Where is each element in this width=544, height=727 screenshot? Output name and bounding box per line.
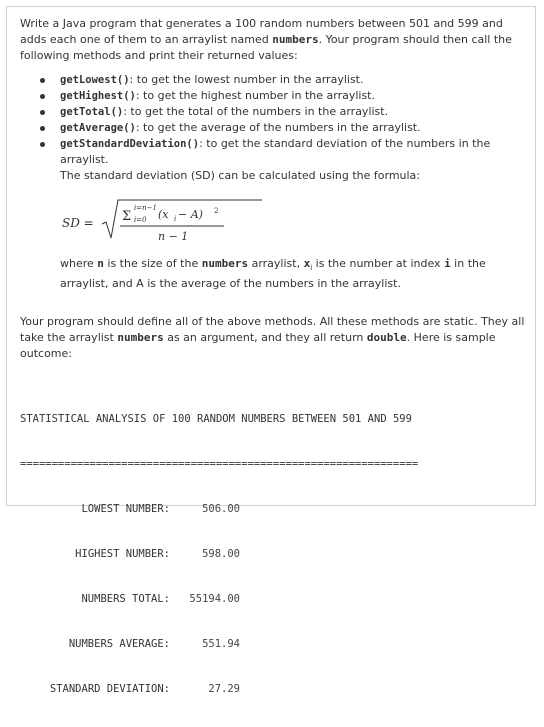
para2-text: as an argument, and they all return xyxy=(163,331,367,345)
stat-value: 551.94 xyxy=(202,638,240,651)
para2-list: numbers xyxy=(117,331,164,345)
where-i: i xyxy=(444,257,451,270)
table-row xyxy=(20,592,528,607)
where-paragraph xyxy=(60,256,528,292)
formula-graphic xyxy=(62,198,322,250)
method-desc: : to get the total of the numbers in the arraylist. xyxy=(123,105,389,118)
where-n: n xyxy=(97,257,104,270)
term-rest: − A) xyxy=(178,208,203,221)
stat-label: LOWEST NUMBER: xyxy=(81,503,170,516)
para2-text: . Here is sample outcome: xyxy=(20,331,496,361)
document-content xyxy=(20,16,528,727)
stat-value: 27.29 xyxy=(208,683,240,696)
where-list: numbers xyxy=(201,257,249,270)
method-desc: : to get the lowest number in the arraylist. xyxy=(129,73,364,86)
output-rule: =============================================================== xyxy=(20,458,419,471)
term-exponent: 2 xyxy=(214,207,219,215)
sum-term: (x xyxy=(158,208,169,221)
table-row xyxy=(20,682,528,697)
where-x-sub: i xyxy=(310,264,313,273)
sample-output xyxy=(20,382,528,727)
method-desc: : to get the standard deviation of the numbers in the arraylist. xyxy=(60,137,491,166)
formula-lhs: SD = xyxy=(62,216,94,230)
output-header: STATISTICAL ANALYSIS OF 100 RANDOM NUMBERS BETWEEN 501 AND 599 xyxy=(20,413,412,426)
sum-lower: i=0 xyxy=(134,216,147,224)
sum-upper: i=n−1 xyxy=(134,204,157,212)
sigma-symbol: Σ xyxy=(122,209,132,224)
sd-note: The standard deviation (SD) can be calculated using the formula: xyxy=(60,169,421,182)
para2-type: double xyxy=(366,331,407,345)
where-x: x xyxy=(303,257,311,270)
denominator: n − 1 xyxy=(158,230,189,243)
stat-value: 598.00 xyxy=(202,548,240,561)
where-text: in the arraylist, and A is the average of the numbers in the arraylist. xyxy=(60,257,486,291)
table-row xyxy=(20,637,528,652)
list-item xyxy=(38,120,528,136)
requirements-paragraph xyxy=(20,314,528,362)
stat-value: 55194.00 xyxy=(189,593,240,606)
table-row xyxy=(20,547,528,562)
term-sub: i xyxy=(174,215,177,223)
method-desc: : to get the average of the numbers in the arraylist. xyxy=(135,121,421,134)
methods-list xyxy=(20,72,528,184)
where-text: where xyxy=(60,257,98,270)
table-row xyxy=(20,502,528,517)
list-item xyxy=(38,104,528,120)
method-name: getTotal() xyxy=(60,106,124,118)
where-text: is the size of the xyxy=(103,257,202,270)
where-text: arraylist, xyxy=(248,257,304,270)
stat-label: HIGHEST NUMBER: xyxy=(75,548,170,561)
stat-label: NUMBERS TOTAL: xyxy=(81,593,170,606)
intro-text-2: . Your program should then call the following methods and print their returned values: xyxy=(20,33,512,62)
intro-paragraph xyxy=(20,16,528,64)
intro-listname: numbers xyxy=(272,33,319,46)
list-item xyxy=(38,136,528,184)
method-name: getAverage() xyxy=(60,122,136,134)
stat-label: NUMBERS AVERAGE: xyxy=(68,638,170,651)
method-name: getStandardDeviation() xyxy=(60,138,200,150)
intro-text-1: Write a Java program that generates a 100 random numbers between 501 and 599 and adds each one of them to an arraylist named xyxy=(20,17,503,46)
list-item xyxy=(38,88,528,104)
method-name: getLowest() xyxy=(60,74,130,86)
method-desc: : to get the highest number in the arraylist. xyxy=(135,89,375,102)
para2-text: Your program should define all of the above methods. All these methods are static. They all take the arraylist xyxy=(20,315,525,345)
stat-value: 506.00 xyxy=(202,503,240,516)
sd-formula xyxy=(62,198,528,246)
method-name: getHighest() xyxy=(60,90,136,102)
stat-label: STANDARD DEVIATION: xyxy=(49,683,170,696)
list-item xyxy=(38,72,528,88)
where-text: is the number at index xyxy=(312,257,445,270)
